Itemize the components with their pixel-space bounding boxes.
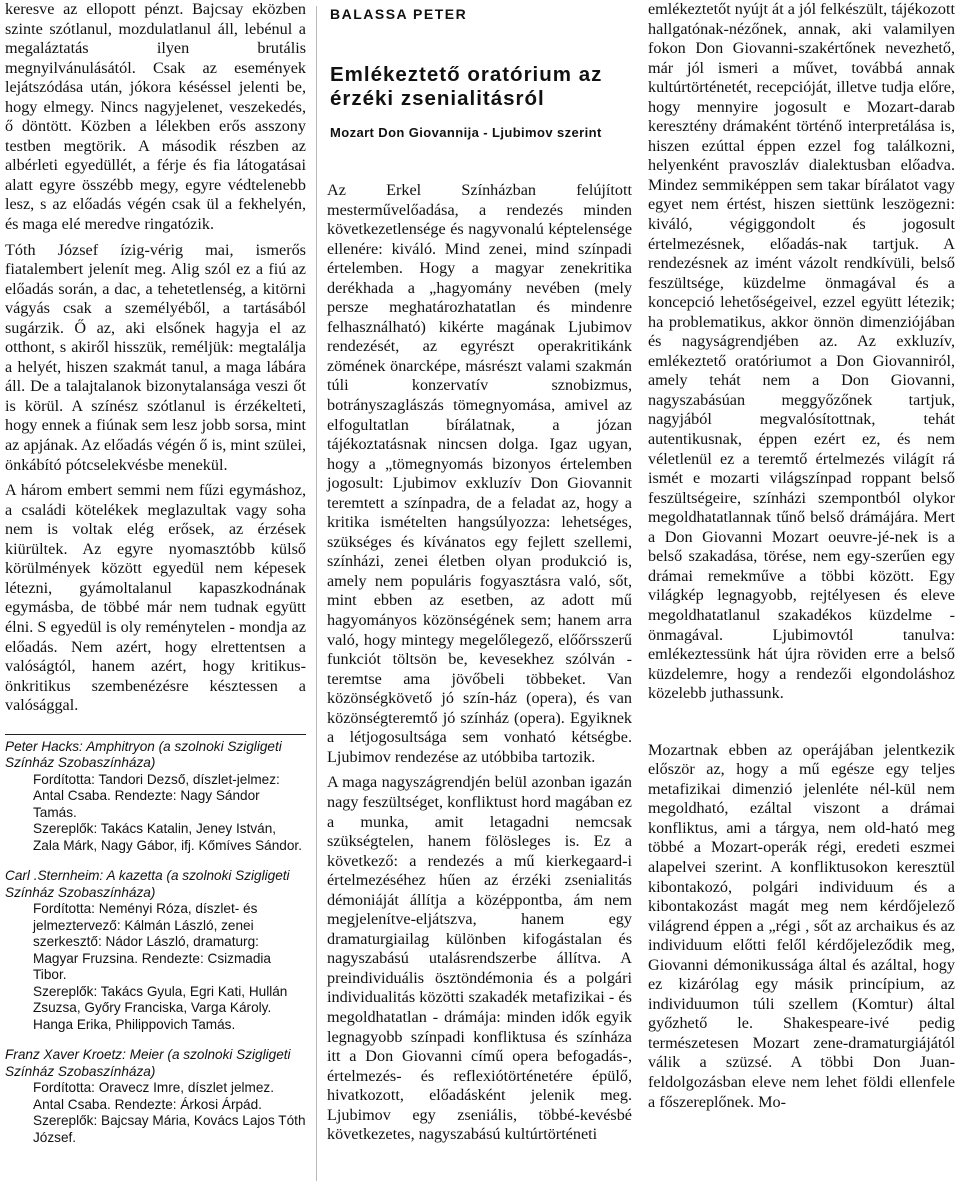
production-credits xyxy=(5,734,306,1147)
credit-line: Szereplők: Bajcsay Mária, Kovács Lajos Tóth József. xyxy=(33,1113,306,1145)
credit-line: Szereplők: Takács Gyula, Egri Kati, Hullán Zsuzsa, Győry Franciska, Varga Károly. Hanga Erika, Philippovich Tamás. xyxy=(33,983,288,1032)
column-divider xyxy=(316,6,317,1181)
column-right xyxy=(648,0,955,1112)
paragraph: emlékeztetőt nyújt át a jól felkészült, tájékozott hallgatónak-nézőnek, annak, aki valamilyen fokon Don Giovanni-szakértőnek nevezhető, már jól ismeri a művet, továbbá annak kultúrtörténetét, recepcióját, illetve tudja előre, hogy mennyire jogosult e Mozart-darab keresztény drámaként történő interpretálása is, hiszen ezúttal éppen ezzel fog találkozni, helyenként pravoszláv dialektusban előadva. Mindez semmiképpen sem takar bírálatot vagy egyet nem értést, hiszen siettünk leszögezni: kiváló, végiggondolt és jogosult értelmezésnek, előadás-nak tartjuk. A rendezésnek az imént vázolt rendkívüli, belső feszültsége, küzdelme önmagával és a koncepció lehetőségeivel, ezzel együtt létezik; ha problematikus, akkor önnön dimenziójában és nagyságrendjében az. Az exkluzív, emlékeztető oratóriumot a Don Giovanniról, amely tehát nem a Don Giovanni, nagyszabásúan meggyőzőnek tartjuk, nagyjából megvalósítottnak, tehát autentikusnak, éppen ezért ez, és nem véletlenül ez a teremtő értelmezés világít rá ismét e mozarti világszínpad roppant belső feszültségeire, színházi szempontból olykor megoldhatatlannak tűnő belső drámájára. Mert a Don Giovanni Mozart oeuvre-jé-nek is a belső szakadása, törése, nem egy-szerűen egy drámai remekműve a többi között. Egy világkép legnagyobb, rejtélyesen és eleve megoldhatatlanul szakadékos küzdelme - önmagával. Ljubimovtól tanulva: emlékeztessünk hát újra röviden erre a belső küzdelemre, hogy a rendezői elgondoláshoz közelebb juthassunk. xyxy=(648,0,956,703)
paragraph: keresve az ellopott pénzt. Bajcsay eközben szinte szótlanul, mozdulatlanul áll, lebénul a megaláztatás ilyen brutális megnyilvánulásától. Csak az események lejátszódása után, jókora késéssel jelenti be, hogy elmegy. Nincs nagyjelenet, veszekedés, ő döntött. Közben a lélekben erős asszony testben megtörik. A második részben az albérleti egyedüllét, a férje és fia látogatásai alatt egyre összébb megy, egyre védtelenebb lesz, s az előadás végén csak ül a fekhelyén, és maga elé meredve ringatózik. xyxy=(5,0,306,234)
credit-block xyxy=(5,1047,306,1146)
paragraph: Mozartnak ebben az operájában jelentkezik először az, hogy a mű egésze egy teljes metafizikai dimenzió jelenléte nél-kül nem megoldható, ezáltal viszont a drámai konfliktus, ami a tárgya, nem old-ható meg többé a Mozart-operák régi, eredeti eszmei alapelvei szerint. A konfliktusokon keresztül kibontakozó, polgári individuum és a kibontakozást magát meg nem kérdőjelező világrend éppen a „régi , sőt az archaikus és az individuum előtti felől kérdőjeleződik meg, Giovanni démonikussága által és azáltal, hogy ez kizárólag egy másik princípium, az individuumon túli szellem (Komtur) által győzhető le. Shakespeare-ivé pedig természetesen Mozart zene-dramaturgiájától válik a szüzsé. A többi Don Juan-feldolgozásban eleve nem lehet földi ellenfele a főszereplőnek. Mo- xyxy=(648,740,955,1111)
credit-title: Franz Xaver Kroetz: Meier (a szolnoki Szigligeti Színház Szobaszínháza) xyxy=(5,1047,291,1079)
article-subtitle: Mozart Don Giovannija - Ljubimov szerint xyxy=(330,125,602,140)
column-middle xyxy=(327,0,632,1145)
credit-line: Szereplők: Takács Katalin, Jeney István, Zala Márk, Nagy Gábor, ifj. Kőmíves Sándor. xyxy=(33,821,302,853)
article-body-continued xyxy=(648,0,955,704)
article-author: BALASSA PETER xyxy=(330,6,468,22)
article-title: Emlékeztető oratórium az érzéki zsenialitásról xyxy=(330,63,603,110)
credit-line: Fordította: Oravecz Imre, díszlet jelmez. Antal Csaba. Rendezte: Árkosi Árpád. xyxy=(33,1080,274,1112)
article-body-section xyxy=(648,741,955,1112)
paragraph: Tóth József ízig-vérig mai, ismerős fiatalembert jelenít meg. Alig szól ez a fiú az előadás során, a dac, a tehetetlenség, a kitörni vágyás csak a személyéből, a tartásából sugárzik. Ő az, aki elsőnek hagyja el az otthont, s akiről hisszük, reméljük: megtalálja a helyét, hiszen szakmát tanul, a maga lábára áll. De a talajtalanok bizonytalansága veszi őt is körül. A színész szótlanul is érzékelteti, hogy ennek a fiúnak sem lesz jobb sorsa, mint az apjának. Az előadás végén ő is, mint szülei, önkábító pótcselekvésbe menekül. xyxy=(5,240,306,474)
column-left xyxy=(5,0,306,1160)
paragraph: A maga nagyszágrendjén belül azonban igazán nagy feszültséget, konfliktust hord magában ez a munka, amit letagadni nemcsak szükségtelen, hanem fölösleges is. Ez a következő: a rendezés a mű kierkegaard-i értelmezéséhez hűen az érzéki zsenialitás démoniáját állítja a középpontba, ám nem megjelenítve-eljátszva, hanem egy dramaturgiailag különben kifogástalan és nagyszabású utalásrendszerbe állítva. A preindividuális ösztöndémonia és a polgári individualitás közötti szakadék metafizikai - és megoldhatatlan - drámája: minden idők egyik legnagyobb színpadi konfliktusa és színháza itt a Don Giovanni című opera befogadás-, értelmezés- és reflexiótörténetére épülő, hivatkozott, előadásként jelenik meg. Ljubimov egy zseniális, többé-kevésbé következetes, nagyszabású kultúrtörténeti xyxy=(327,773,632,1144)
article-continuation xyxy=(5,0,306,716)
credit-title: Carl .Sternheim: A kazetta (a szolnoki Szigligeti Színház Szobaszínháza) xyxy=(5,868,290,900)
credit-title: Peter Hacks: Amphitryon (a szolnoki Szigligeti Színház Szobaszínháza) xyxy=(5,738,282,771)
paragraph: Az Erkel Színházban felújított mesterművelőadása, a rendezés minden következetlensége és nagyvonalú képtelensége ellenére: kiváló. Mind zenei, mind színpadi értelemben. Hogy a magyar zenekritika derékhada a „hagyomány nevében (mely persze meghatározhatatlan és mindenre felhasználható) kikérte magának Ljubimov rendezését, az egyrészt operakritikánk zömének önarcképe, másrészt valami szakmán túli konzervatív sznobizmus, botrányszaglászás tömegnyomása, amivel az elfogultatlan bírálatnak, a józan tájékoztatásnak nincsen dolga. Igaz ugyan, hogy a „tömegnyomás bizonyos értelemben jogosult: Ljubimov exkluzív Don Giovannit teremtett a színpadra, de a feladat az, hogy a kritika ismételten hangsúlyozza: lehetséges, szükséges és kívánatos egy fejlett szellemi, színházi, zenei életben olyan produkció is, amely nem populáris fogyasztásra való, sőt, mint ebben az esetben, az adott mű hagyományos közönségének sem; hanem arra való, hogy mintegy megelőlegező, előőrsszerű funkciót töltsön be, kevesekhez szólván - teremtse ama jövőbeli többeket. Van közönségkövető jó szín-ház (opera), és van közönségteremtő jó színház (opera). Egyiknek a létjogosultsága sem vonható kétségbe. Ljubimov rendezése az utóbbiba tartozik. xyxy=(327,181,632,766)
credit-line: Fordította: Neményi Róza, díszlet- és jelmeztervező: Kálmán László, zenei szerkesztő: Nádor László, dramaturg: Magyar Fruzsina. Rendezte: Csizmadia Tibor. xyxy=(33,901,271,983)
paragraph: A három embert semmi nem fűzi egymáshoz, a családi kötelékek meglazultak vagy soha nem is voltak elég erősek, az érzések kiürültek. Az egyre nyomasztóbb külső körülmények között egyedül nem képesek létezni, gyámoltalanul kapaszkodnának egymásba, de többé már nem tudnak együtt élni. S egyedül is oly reménytelen - mondja az előadás. Nem azért, hogy elrettentsen a valóságtól, hanem azért, hogy kritikus-önkritikus szembenézésre késztessen a valósággal. xyxy=(5,481,306,715)
credit-line: Fordította: Tandori Dezső, díszlet-jelmez: Antal Csaba. Rendezte: Nagy Sándor Tamás. xyxy=(33,771,280,820)
article-body xyxy=(327,181,632,1145)
credit-block xyxy=(5,868,306,1033)
credit-block xyxy=(5,739,306,855)
